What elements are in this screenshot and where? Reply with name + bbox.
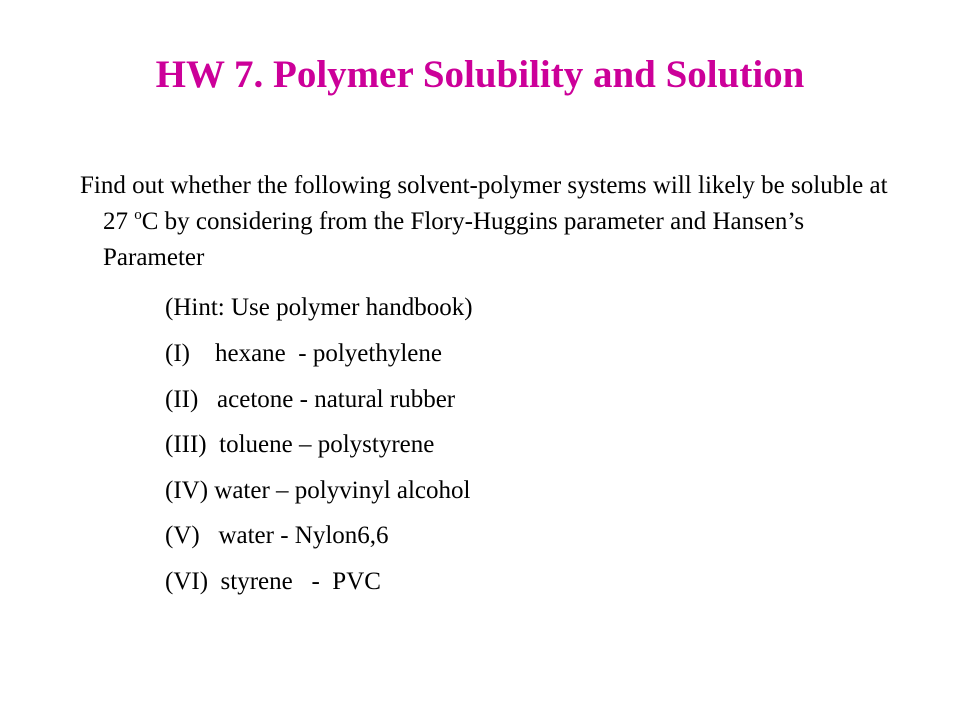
- list-item: (VI) styrene - PVC: [165, 567, 381, 595]
- list-item: (I) hexane - polyethylene: [165, 340, 442, 367]
- hint-text: (Hint: Use polymer handbook): [165, 294, 473, 321]
- list-item: (IV) water – polyvinyl alcohol: [165, 476, 471, 504]
- slide-title: HW 7. Polymer Solubility and Solution: [155, 53, 805, 96]
- system-list: [165, 336, 470, 610]
- degree-superscript: o: [134, 207, 142, 223]
- question-text: [80, 168, 903, 276]
- list-item: (V) water - Nylon6,6: [165, 522, 389, 550]
- list-item: (III) toluene – polystyrene: [165, 431, 435, 459]
- list-item: (II) acetone - natural rubber: [165, 385, 456, 413]
- question-text-end: C by considering from the Flory-Huggins parameter and Hansen’s Parameter: [103, 208, 805, 271]
- question-text-start: Find out whether the following solvent-polymer systems will likely be soluble at 27: [80, 172, 888, 235]
